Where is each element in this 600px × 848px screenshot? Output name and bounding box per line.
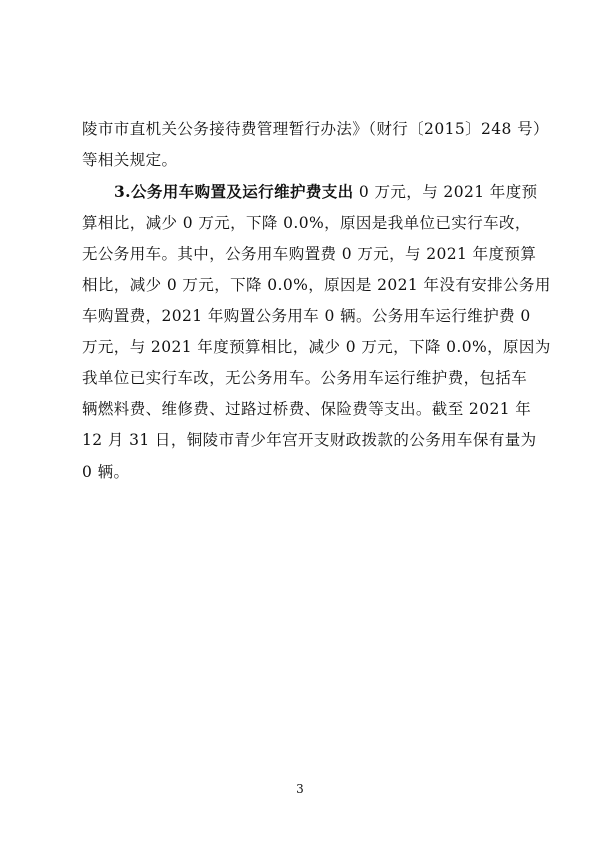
section-heading: 3.公务用车购置及运行维护费支出 (114, 182, 354, 201)
paragraph-2-line-2: 算相比，减少 0 万元，下降 0.0%，原因是我单位已实行车改， (82, 214, 531, 232)
paragraph-2-line-3: 无公务用车。其中，公务用车购置费 0 万元，与 2021 年度预算 (82, 245, 537, 263)
paragraph-2-line-7: 我单位已实行车改，无公务用车。公务用车运行维护费，包括车 (82, 369, 528, 387)
paragraph-2-line-4: 相比，减少 0 万元，下降 0.0%，原因是 2021 年没有安排公务用 (82, 276, 551, 294)
page-number: 3 (296, 782, 304, 796)
paragraph-2-line-1-text: 0 万元，与 2021 年度预 (353, 183, 538, 201)
paragraph-2-line-6: 万元，与 2021 年度预算相比，减少 0 万元，下降 0.0%，原因为 (82, 338, 551, 356)
paragraph-2-line-10: 0 辆。 (82, 463, 130, 481)
paragraph-2-line-5: 车购置费，2021 年购置公务用车 0 辆。公务用车运行维护费 0 (82, 307, 531, 325)
paragraph-1-line-2: 等相关规定。 (82, 151, 178, 169)
paragraph-1-line-1: 陵市市直机关公务接待费管理暂行办法》（财行〔2015〕248 号） (82, 120, 549, 138)
paragraph-2-line-1 (114, 182, 538, 202)
paragraph-2-line-8: 辆燃料费、维修费、过路过桥费、保险费等支出。截至 2021 年 (82, 400, 532, 418)
paragraph-2-line-9: 12 月 31 日，铜陵市青少年宫开支财政拨款的公务用车保有量为 (82, 431, 537, 449)
